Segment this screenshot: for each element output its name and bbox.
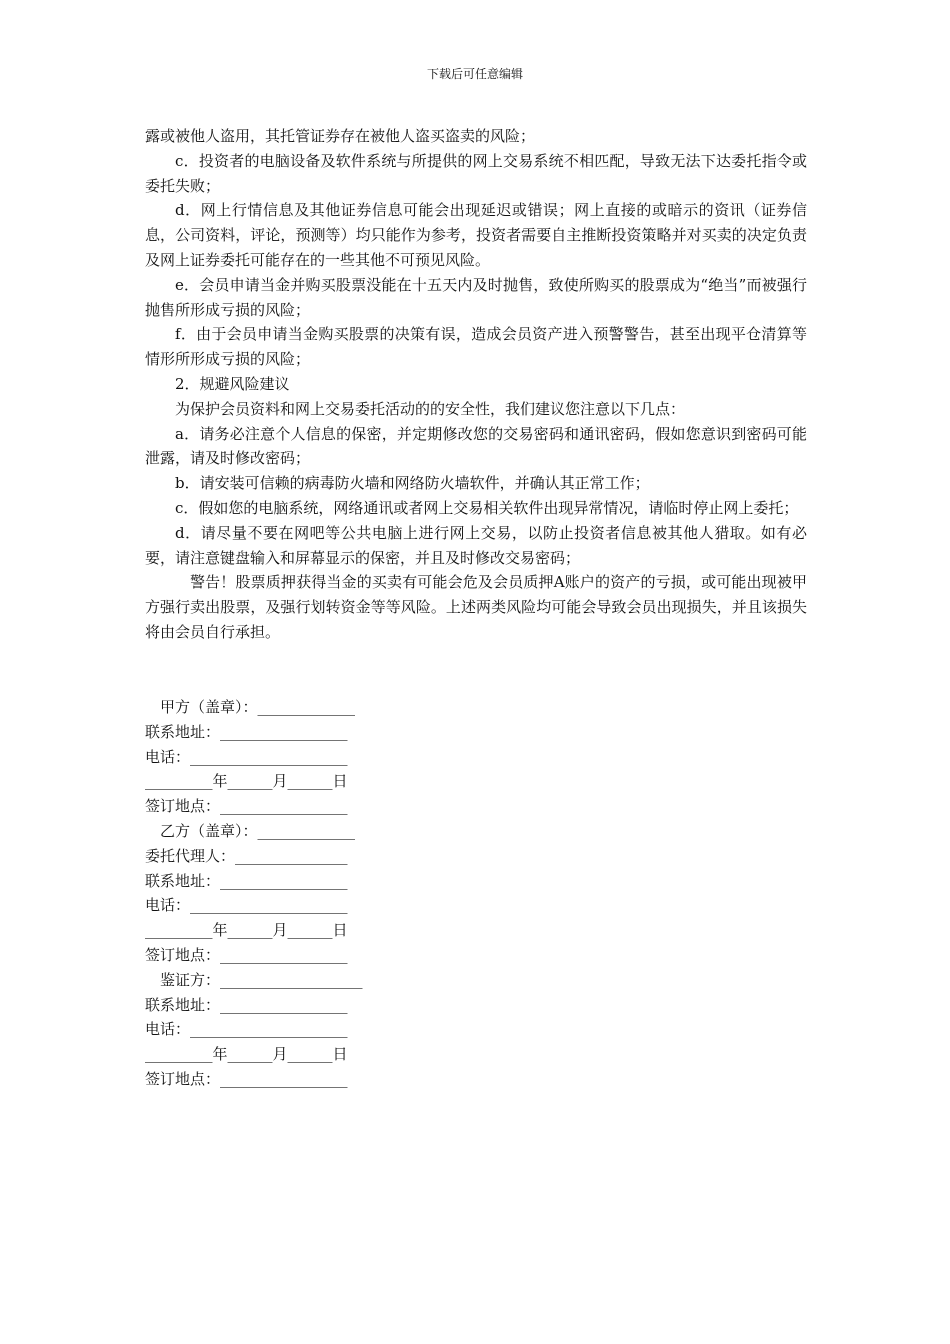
party-b-seal-line: 乙方（盖章）：_____________	[160, 821, 356, 840]
party-b-phone-line: 电话：_____________________	[145, 896, 348, 915]
signature-block	[145, 695, 545, 1092]
paragraph-warning: 警告！股票质押获得当金的买卖有可能会危及会员质押A账户的资产的亏损，或可能出现被甲方强行卖出股票，及强行划转资金等等风险。上述两类风险均可能会导致会员出现损失，并且该损失将由会员自行承担。	[145, 573, 807, 641]
party-a-address-line: 联系地址：_________________	[145, 722, 348, 741]
paragraph-advice-intro: 为保护会员资料和网上交易委托活动的的安全性，我们建议您注意以下几点：	[175, 399, 686, 418]
paragraph-risk-c: c．投资者的电脑设备及软件系统与所提供的网上交易系统不相匹配，导致无法下达委托指令或委托失败；	[145, 151, 807, 195]
document-body	[145, 124, 807, 645]
notary-place-line: 签订地点：_________________	[145, 1069, 348, 1088]
page-header: 下载后可任意编辑	[426, 67, 523, 81]
party-a-seal-line: 甲方（盖章）：_____________	[160, 698, 356, 716]
paragraph-advice-b: b．请安装可信赖的病毒防火墙和网络防火墙软件，并确认其正常工作；	[175, 474, 650, 493]
notary-date-line: _________年______月______日	[145, 1045, 348, 1064]
notary-phone-line: 电话：_____________________	[145, 1020, 348, 1039]
paragraph-risk-f: f．由于会员申请当金购买股票的决策有误，造成会员资产进入预警警告，甚至出现平仓清算等情形所形成亏损的风险；	[145, 325, 807, 369]
section-heading-avoid-risk: 2．规避风险建议	[175, 374, 290, 393]
paragraph-risk-b-continued: 露或被他人盗用，其托管证券存在被他人盗买盗卖的风险；	[145, 127, 536, 145]
party-b-address-line: 联系地址：_________________	[145, 871, 348, 890]
paragraph-advice-c: c．假如您的电脑系统，网络通讯或者网上交易相关软件出现异常情况，请临时停止网上委托；	[175, 498, 799, 517]
party-b-agent-line: 委托代理人：_______________	[145, 846, 348, 865]
party-a-date-line: _________年______月______日	[145, 772, 348, 791]
party-b-date-line: _________年______月______日	[145, 921, 348, 940]
notary-address-line: 联系地址：_________________	[145, 995, 348, 1014]
party-b-place-line: 签订地点：_________________	[145, 945, 348, 964]
party-a-phone-line: 电话：_____________________	[145, 747, 348, 766]
party-a-place-line: 签订地点：_________________	[145, 797, 348, 816]
paragraph-risk-d: d．网上行情信息及其他证券信息可能会出现延迟或错误；网上直接的或暗示的资讯（证券信息，公司资料，评论，预测等）均只能作为参考，投资者需要自主推断投资策略并对买卖的决定负责及网上证券委托可能存在的一些其他不可预见风险。	[145, 201, 807, 269]
paragraph-risk-e: e．会员申请当金并购买股票没能在十五天内及时抛售，致使所购买的股票成为“绝当”而被强行抛售所形成亏损的风险；	[145, 275, 807, 319]
paragraph-advice-d: d．请尽量不要在网吧等公共电脑上进行网上交易，以防止投资者信息被其他人猎取。如有必要，请注意键盘输入和屏幕显示的保密，并且及时修改交易密码；	[145, 523, 807, 567]
notary-line: 鉴证方：___________________	[160, 970, 363, 989]
paragraph-advice-a: a．请务必注意个人信息的保密，并定期修改您的交易密码和通讯密码，假如您意识到密码可能泄露，请及时修改密码；	[145, 424, 807, 468]
